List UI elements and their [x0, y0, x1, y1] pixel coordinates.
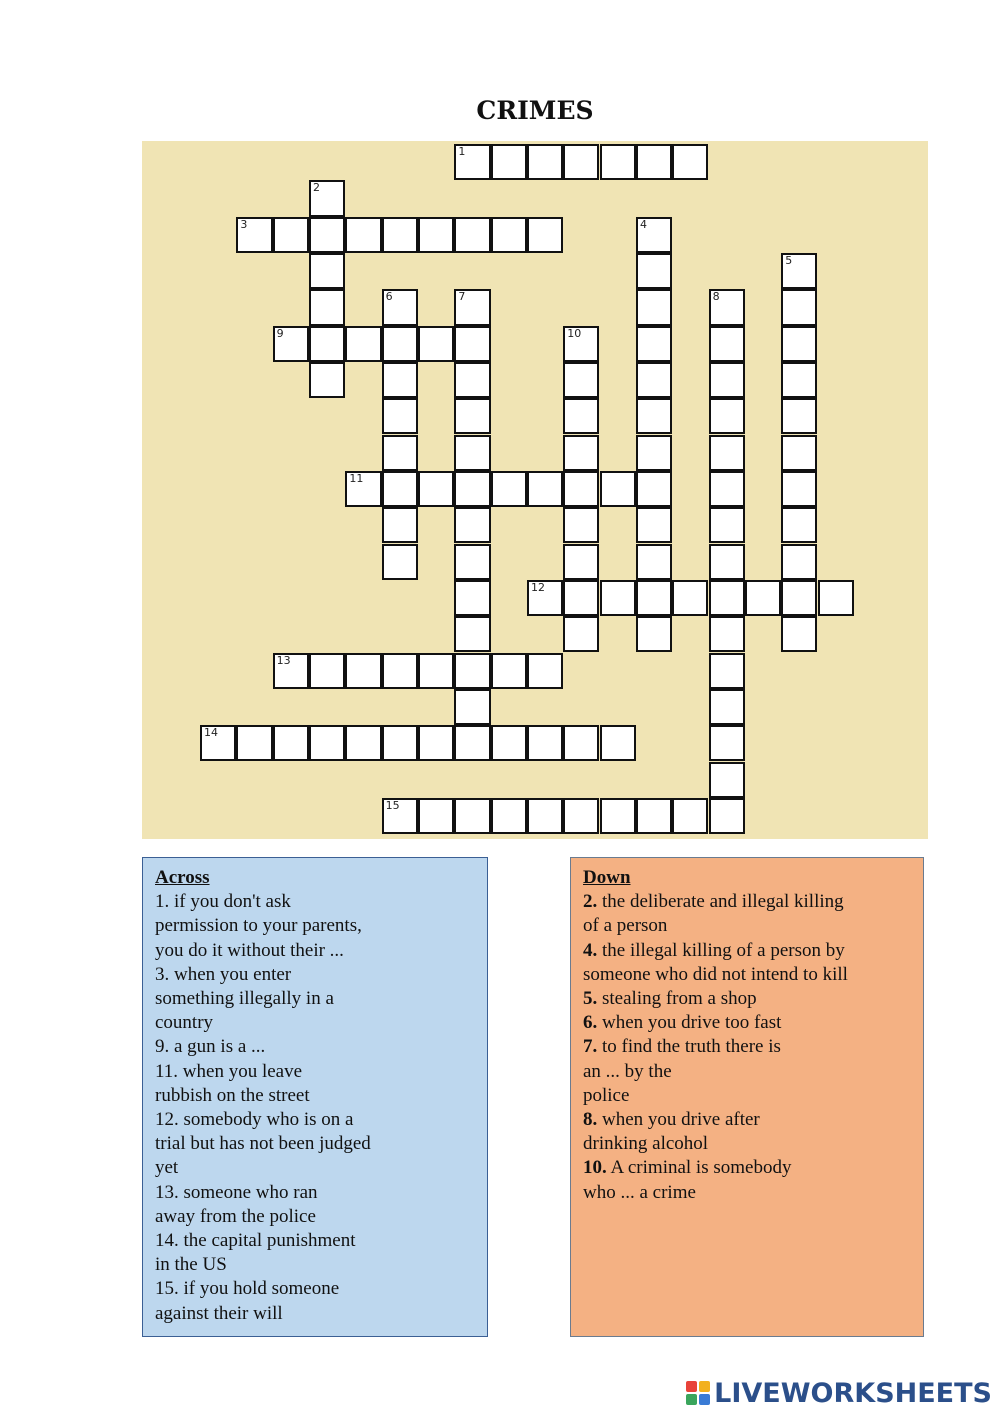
down-clue-line	[583, 1035, 911, 1059]
across-clue-line: 1. if you don't ask	[155, 891, 291, 913]
grid-cell[interactable]	[709, 580, 745, 616]
down-heading: Down	[583, 867, 631, 888]
grid-cell[interactable]	[563, 398, 599, 434]
across-clue-line: you do it without their ...	[155, 939, 344, 961]
grid-cell[interactable]	[454, 144, 490, 180]
clue-number: 12	[530, 580, 545, 594]
grid-cell[interactable]	[345, 725, 381, 761]
grid-cell[interactable]	[781, 253, 817, 289]
grid-cell[interactable]	[563, 471, 599, 507]
across-heading: Across	[155, 867, 210, 888]
grid-cell[interactable]	[309, 217, 345, 253]
grid-cell[interactable]	[273, 217, 309, 253]
clue-number: 2	[313, 181, 320, 195]
down-clue-number: 6.	[583, 1012, 598, 1034]
down-clue-number: 7.	[583, 1036, 598, 1058]
grid-cell[interactable]	[527, 798, 563, 834]
grid-cell[interactable]	[636, 471, 672, 507]
grid-cell[interactable]	[491, 798, 527, 834]
clue-number: 15	[385, 798, 400, 812]
grid-cell[interactable]	[418, 217, 454, 253]
grid-cell[interactable]	[309, 725, 345, 761]
grid-cell[interactable]	[636, 544, 672, 580]
grid-cell[interactable]	[563, 798, 599, 834]
across-clue-line: yet	[155, 1157, 179, 1179]
clue-number: 5	[785, 253, 793, 267]
grid-cell[interactable]	[636, 435, 672, 471]
grid-cell[interactable]	[382, 507, 418, 543]
across-clue-line: 12. somebody who is on a	[155, 1109, 354, 1131]
down-clue-number: 10.	[583, 1157, 607, 1179]
down-clue-text: police	[583, 1084, 630, 1106]
clue-number: 13	[276, 653, 291, 667]
down-clue-line	[583, 1060, 911, 1084]
grid-cell[interactable]	[382, 398, 418, 434]
grid-cell[interactable]	[454, 435, 490, 471]
down-clues-panel	[570, 857, 924, 1337]
grid-cell[interactable]	[709, 725, 745, 761]
grid-cell[interactable]	[636, 507, 672, 543]
down-clue-text: who ... a crime	[583, 1181, 696, 1203]
grid-cell[interactable]	[418, 798, 454, 834]
down-clue-number: 8.	[583, 1109, 598, 1131]
crossword-grid	[142, 141, 928, 839]
down-clue-text: A criminal is somebody	[606, 1157, 792, 1179]
grid-cell[interactable]	[236, 725, 272, 761]
grid-cell[interactable]	[781, 326, 817, 362]
grid-cell[interactable]	[491, 217, 527, 253]
grid-cell[interactable]	[563, 580, 599, 616]
grid-cell[interactable]	[781, 580, 817, 616]
grid-cell[interactable]	[709, 798, 745, 834]
grid-cell[interactable]	[709, 762, 745, 798]
grid-cell[interactable]	[454, 653, 490, 689]
grid-cell[interactable]	[781, 362, 817, 398]
logo-text: LIVEWORKSHEETS	[714, 1377, 992, 1409]
grid-cell[interactable]	[382, 471, 418, 507]
down-clue-text: to find the truth there is	[597, 1036, 781, 1058]
grid-cell[interactable]	[527, 471, 563, 507]
grid-cell[interactable]	[636, 362, 672, 398]
grid-cell[interactable]	[200, 725, 236, 761]
grid-cell[interactable]	[454, 362, 490, 398]
grid-cell[interactable]	[454, 689, 490, 725]
clue-number: 1	[458, 145, 466, 158]
grid-cell[interactable]	[382, 798, 418, 834]
logo-square-icon	[686, 1394, 697, 1405]
down-clue-text: an ... by the	[583, 1060, 672, 1082]
down-clue-text: the deliberate and illegal killing	[597, 891, 844, 913]
logo-mark-icon	[686, 1381, 710, 1405]
grid-cell[interactable]	[309, 253, 345, 289]
grid-cell[interactable]	[636, 398, 672, 434]
grid-cell[interactable]	[600, 580, 636, 616]
grid-cell[interactable]	[563, 362, 599, 398]
grid-cell[interactable]	[709, 544, 745, 580]
grid-cell[interactable]	[636, 616, 672, 652]
down-clue-text: drinking alcohol	[583, 1133, 709, 1155]
clue-number: 10	[567, 326, 582, 340]
down-clue-text: of a person	[583, 915, 668, 937]
grid-cell[interactable]	[709, 689, 745, 725]
grid-cell[interactable]	[672, 580, 708, 616]
grid-cell[interactable]	[418, 471, 454, 507]
grid-cell[interactable]	[527, 653, 563, 689]
grid-cell[interactable]	[672, 144, 708, 180]
grid-cell[interactable]	[527, 725, 563, 761]
grid-cell[interactable]	[418, 326, 454, 362]
grid-cell[interactable]	[491, 653, 527, 689]
across-clue-line: 9. a gun is a ...	[155, 1036, 266, 1058]
across-clue-line: 14. the capital punishment	[155, 1230, 356, 1252]
grid-cell[interactable]	[273, 326, 309, 362]
grid-cell[interactable]	[527, 580, 563, 616]
down-clue-number: 4.	[583, 939, 598, 961]
across-clue-line: 15. if you hold someone	[155, 1278, 340, 1300]
grid-cell[interactable]	[382, 217, 418, 253]
grid-cell[interactable]	[418, 725, 454, 761]
down-clue-line	[583, 1108, 911, 1132]
down-clue-line	[583, 1156, 911, 1180]
grid-cell[interactable]	[563, 326, 599, 362]
grid-cell[interactable]	[345, 326, 381, 362]
grid-cell[interactable]	[636, 580, 672, 616]
clue-number: 4	[639, 217, 647, 231]
clue-number: 6	[385, 290, 393, 304]
grid-cell[interactable]	[709, 471, 745, 507]
down-clue-text: when you drive after	[597, 1109, 760, 1131]
grid-cell[interactable]	[636, 326, 672, 362]
across-clue-line: trial but has not been judged	[155, 1133, 371, 1155]
grid-cell[interactable]	[600, 144, 636, 180]
grid-cell[interactable]	[382, 653, 418, 689]
grid-cell[interactable]	[454, 580, 490, 616]
down-clue-line	[583, 1181, 911, 1205]
grid-cell[interactable]	[636, 217, 672, 253]
clue-number: 11	[349, 471, 364, 485]
grid-cell[interactable]	[309, 180, 345, 216]
grid-cell[interactable]	[382, 544, 418, 580]
grid-cell[interactable]	[345, 653, 381, 689]
grid-cell[interactable]	[745, 580, 781, 616]
logo-square-icon	[699, 1381, 710, 1392]
grid-cell[interactable]	[382, 289, 418, 325]
across-clue-line: away from the police	[155, 1205, 316, 1227]
grid-cell[interactable]	[273, 725, 309, 761]
grid-cell[interactable]	[527, 144, 563, 180]
down-clue-line	[583, 1084, 911, 1108]
grid-cell[interactable]	[636, 144, 672, 180]
clue-number: 7	[458, 290, 466, 304]
grid-cell[interactable]	[454, 289, 490, 325]
grid-cell[interactable]	[709, 398, 745, 434]
across-clue-line: 13. someone who ran	[155, 1181, 318, 1203]
grid-cell[interactable]	[454, 616, 490, 652]
grid-cell[interactable]	[382, 362, 418, 398]
grid-cell[interactable]	[382, 435, 418, 471]
grid-cell[interactable]	[781, 398, 817, 434]
grid-cell[interactable]	[781, 435, 817, 471]
grid-cell[interactable]	[563, 144, 599, 180]
down-clue-line	[583, 963, 911, 987]
grid-cell[interactable]	[563, 435, 599, 471]
down-clue-number: 2.	[583, 891, 598, 913]
down-clue-line	[583, 914, 911, 938]
grid-cell[interactable]	[345, 471, 381, 507]
grid-cell[interactable]	[636, 798, 672, 834]
down-clue-line	[583, 987, 911, 1011]
down-clue-text: when you drive too fast	[597, 1012, 782, 1034]
grid-cell[interactable]	[781, 616, 817, 652]
grid-cell[interactable]	[382, 725, 418, 761]
clue-number: 14	[204, 726, 218, 740]
grid-cell[interactable]	[454, 326, 490, 362]
grid-cell[interactable]	[709, 507, 745, 543]
grid-cell[interactable]	[273, 653, 309, 689]
grid-cell[interactable]	[600, 725, 636, 761]
grid-cell[interactable]	[600, 798, 636, 834]
grid-cell[interactable]	[781, 289, 817, 325]
across-clue-line: something illegally in a	[155, 988, 334, 1010]
grid-cell[interactable]	[600, 471, 636, 507]
across-clue-line: permission to your parents,	[155, 915, 362, 937]
liveworksheets-logo	[686, 1376, 992, 1410]
down-clue-line	[583, 890, 911, 914]
across-clue-line: in the US	[155, 1254, 227, 1276]
page-title: CRIMES	[476, 96, 594, 125]
grid-cell[interactable]	[527, 217, 563, 253]
grid-cell[interactable]	[709, 653, 745, 689]
grid-cell[interactable]	[818, 580, 854, 616]
across-clue-line: country	[155, 1012, 214, 1034]
across-clue-line: against their will	[155, 1302, 283, 1324]
clue-number: 8	[712, 290, 720, 304]
grid-cell[interactable]	[491, 471, 527, 507]
grid-cell[interactable]	[709, 616, 745, 652]
grid-cell[interactable]	[491, 725, 527, 761]
grid-cell[interactable]	[636, 253, 672, 289]
across-clues-panel	[142, 857, 488, 1337]
grid-cell[interactable]	[781, 507, 817, 543]
across-clue-line: 11. when you leave	[155, 1060, 303, 1082]
across-clue-line: rubbish on the street	[155, 1084, 310, 1106]
down-clue-number: 5.	[583, 988, 598, 1010]
grid-cell[interactable]	[454, 544, 490, 580]
grid-cell[interactable]	[454, 725, 490, 761]
logo-square-icon	[686, 1381, 697, 1392]
grid-cell[interactable]	[709, 362, 745, 398]
grid-cell[interactable]	[563, 544, 599, 580]
grid-cell[interactable]	[636, 289, 672, 325]
grid-cell[interactable]	[309, 326, 345, 362]
grid-cell[interactable]	[709, 326, 745, 362]
grid-cell[interactable]	[309, 362, 345, 398]
grid-cell[interactable]	[454, 471, 490, 507]
grid-cell[interactable]	[563, 725, 599, 761]
down-clue-text: stealing from a shop	[597, 988, 757, 1010]
grid-cell[interactable]	[563, 616, 599, 652]
grid-cell[interactable]	[345, 217, 381, 253]
grid-cell[interactable]	[418, 653, 454, 689]
down-clue-line	[583, 1011, 911, 1035]
grid-cell[interactable]	[781, 471, 817, 507]
grid-cell[interactable]	[454, 798, 490, 834]
grid-cell[interactable]	[672, 798, 708, 834]
down-clue-line	[583, 1132, 911, 1156]
grid-cell[interactable]	[491, 144, 527, 180]
down-clue-text: the illegal killing of a person by	[597, 939, 845, 961]
clue-number: 3	[240, 217, 248, 231]
grid-cell[interactable]	[454, 507, 490, 543]
logo-square-icon	[699, 1394, 710, 1405]
grid-cell[interactable]	[454, 217, 490, 253]
across-clue-line: 3. when you enter	[155, 963, 292, 985]
grid-cell[interactable]	[709, 289, 745, 325]
down-clue-line	[583, 939, 911, 963]
down-clue-text: someone who did not intend to kill	[583, 963, 848, 985]
grid-cell[interactable]	[382, 326, 418, 362]
grid-cell[interactable]	[454, 398, 490, 434]
grid-cell[interactable]	[781, 544, 817, 580]
grid-cell[interactable]	[563, 507, 599, 543]
grid-cell[interactable]	[309, 289, 345, 325]
clue-number: 9	[276, 326, 284, 340]
grid-cell[interactable]	[309, 653, 345, 689]
grid-cell[interactable]	[236, 217, 272, 253]
grid-cell[interactable]	[709, 435, 745, 471]
